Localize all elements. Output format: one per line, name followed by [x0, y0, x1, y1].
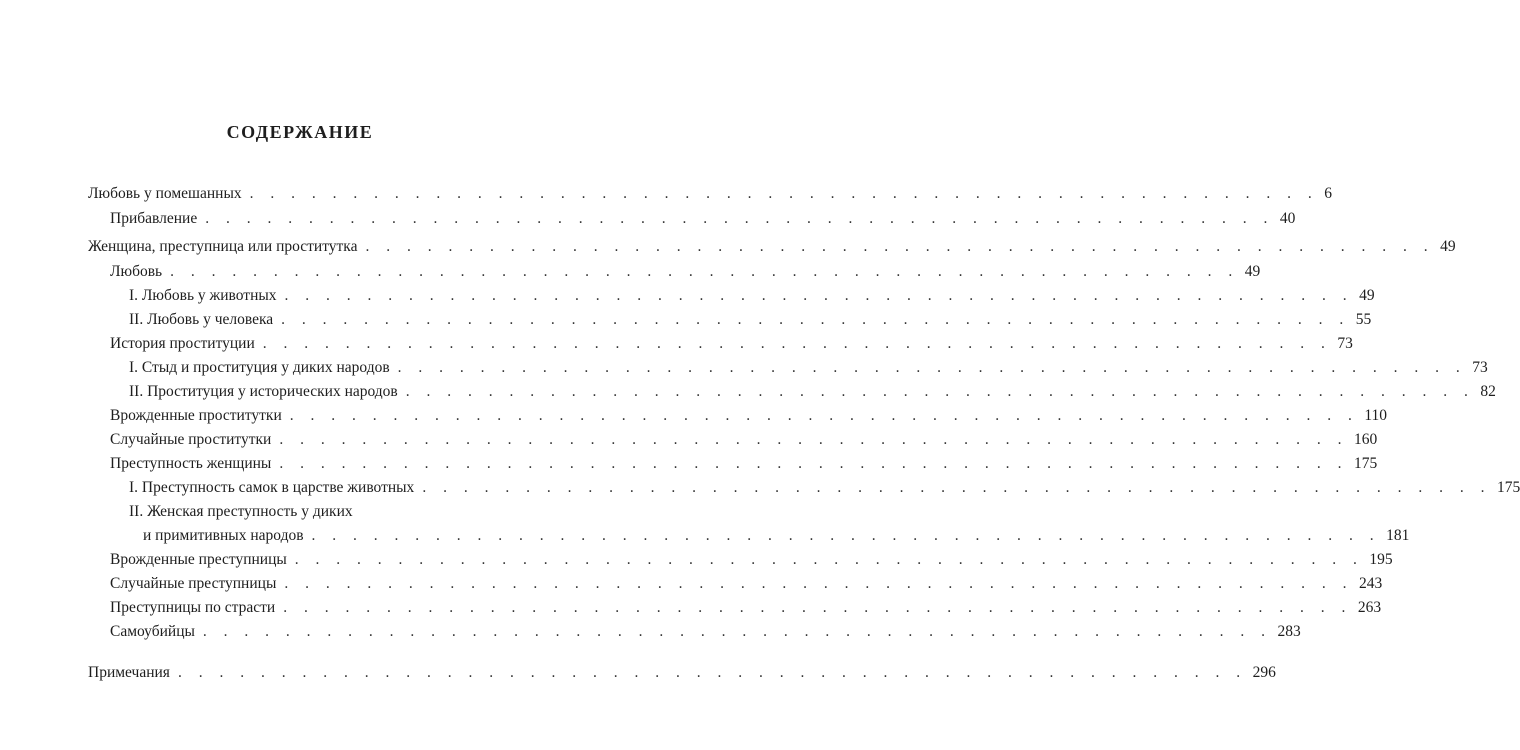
toc-entry: [88, 664, 1276, 686]
toc-page-number: 175: [1496, 479, 1520, 496]
toc-entry-label: Любовь у помешанных: [88, 185, 242, 202]
toc-entry: [110, 551, 1393, 573]
toc-entry: [129, 383, 1496, 405]
toc-entry-label: Прибавление: [110, 210, 198, 227]
toc-entry: [129, 311, 1372, 333]
toc-entry: [143, 527, 1410, 549]
toc-entry: [110, 407, 1388, 429]
toc-entry: [110, 263, 1261, 285]
toc-entry-label: Случайные проститутки: [110, 431, 272, 448]
toc-page-number: 110: [1364, 407, 1388, 424]
page-title: СОДЕРЖАНИЕ: [226, 122, 374, 142]
dot-leader: . . . . . . . . . . . . . . . . . . . . . . . . . . . . . . . . . . . . . . . . . . . . . . . . . . . .: [284, 287, 1354, 304]
toc-entry-label: Преступность женщины: [110, 455, 272, 472]
dot-leader: . . . . . . . . . . . . . . . . . . . . . . . . . . . . . . . . . . . . . . . . . . . . . . . . . . . .: [205, 210, 1274, 227]
dot-leader: . . . . . . . . . . . . . . . . . . . . . . . . . . . . . . . . . . . . . . . . . . . . . . . . . . . .: [289, 407, 1359, 424]
toc-entry-label: Преступницы по страсти: [110, 599, 276, 616]
toc-page-number: 73: [1472, 359, 1488, 376]
toc-page-number: 49: [1244, 263, 1261, 280]
toc-page-number: 243: [1359, 575, 1383, 592]
dot-leader: . . . . . . . . . . . . . . . . . . . . . . . . . . . . . . . . . . . . . . . . . . . . . . . . . . . .: [202, 623, 1272, 640]
toc-page-number: 55: [1355, 311, 1372, 328]
dot-leader: . . . . . . . . . . . . . . . . . . . . . . . . . . . . . . . . . . . . . . . . . . . . . . . . . . . .: [249, 185, 1319, 202]
toc-entry-label-wrapped: II. Женская преступность у диких: [129, 503, 353, 520]
dot-leader: . . . . . . . . . . . . . . . . . . . . . . . . . . . . . . . . . . . . . . . . . . . . . . . . . . . .: [294, 551, 1364, 568]
dot-leader: . . . . . . . . . . . . . . . . . . . . . . . . . . . . . . . . . . . . . . . . . . . . . . . . . . . .: [397, 359, 1467, 376]
toc-entry: [88, 185, 1332, 207]
toc-entry: [110, 210, 1296, 232]
toc-entry-label: и примитивных народов: [143, 527, 304, 544]
toc-page-number: 49: [1440, 238, 1456, 255]
toc-entry: [110, 599, 1382, 621]
dot-leader: . . . . . . . . . . . . . . . . . . . . . . . . . . . . . . . . . . . . . . . . . . . . . . . . . . . .: [279, 455, 1348, 472]
dot-leader: . . . . . . . . . . . . . . . . . . . . . . . . . . . . . . . . . . . . . . . . . . . . . . . . . . . .: [279, 431, 1348, 448]
toc-entry-label: II. Проституция у исторических народов: [129, 383, 398, 400]
toc-entry-label: История проституции: [110, 335, 255, 352]
toc-entry-label: I. Преступность самок в царстве животных: [129, 479, 415, 496]
dot-leader: . . . . . . . . . . . . . . . . . . . . . . . . . . . . . . . . . . . . . . . . . . . . . . . . . . . .: [262, 335, 1332, 352]
toc-page-number: 6: [1324, 185, 1332, 202]
toc-entry: [110, 623, 1301, 645]
toc-entry-label: Женщина, преступница или проститутка: [88, 238, 358, 255]
dot-leader: . . . . . . . . . . . . . . . . . . . . . . . . . . . . . . . . . . . . . . . . . . . . . . . . . . . .: [405, 383, 1475, 400]
toc-entry-label: Самоубийцы: [110, 623, 195, 640]
toc-page-number: 73: [1337, 335, 1353, 352]
toc-entry-label: I. Стыд и проституция у диких народов: [129, 359, 390, 376]
toc-entry-label: Врожденные проститутки: [110, 407, 282, 424]
toc-page-number: 40: [1279, 210, 1296, 227]
toc-entry-label: I. Любовь у животных: [129, 287, 277, 304]
toc-entry-label: Случайные преступницы: [110, 575, 277, 592]
toc-page-number: 195: [1369, 551, 1393, 568]
toc-page-number: 296: [1252, 664, 1276, 681]
toc-page-number: 82: [1480, 383, 1496, 400]
dot-leader: . . . . . . . . . . . . . . . . . . . . . . . . . . . . . . . . . . . . . . . . . . . . . . . . . . . .: [177, 664, 1247, 681]
toc-page-number: 283: [1277, 623, 1301, 640]
toc-entry-label: II. Любовь у человека: [129, 311, 274, 328]
toc-page-number: 175: [1353, 455, 1378, 472]
dot-leader: . . . . . . . . . . . . . . . . . . . . . . . . . . . . . . . . . . . . . . . . . . . . . . . . . . . .: [311, 527, 1381, 544]
toc-entry: [129, 359, 1488, 381]
toc-page-number: 181: [1386, 527, 1410, 544]
toc-entry-label: Врожденные преступницы: [110, 551, 287, 568]
toc-entry: [110, 455, 1378, 477]
toc-entry: [129, 479, 1520, 501]
toc-entry: [110, 575, 1383, 597]
toc-entry: [88, 238, 1456, 260]
toc-page-number: 263: [1357, 599, 1382, 616]
dot-leader: . . . . . . . . . . . . . . . . . . . . . . . . . . . . . . . . . . . . . . . . . . . . . . . . . . . .: [170, 263, 1239, 280]
dot-leader: . . . . . . . . . . . . . . . . . . . . . . . . . . . . . . . . . . . . . . . . . . . . . . . . . . . .: [281, 311, 1350, 328]
toc-entry: [110, 335, 1353, 357]
dot-leader: . . . . . . . . . . . . . . . . . . . . . . . . . . . . . . . . . . . . . . . . . . . . . . . . . . . .: [284, 575, 1353, 592]
toc-entry: [129, 287, 1375, 309]
toc-page-number: 160: [1353, 431, 1378, 448]
dot-leader: . . . . . . . . . . . . . . . . . . . . . . . . . . . . . . . . . . . . . . . . . . . . . . . . . . . .: [283, 599, 1352, 616]
dot-leader: . . . . . . . . . . . . . . . . . . . . . . . . . . . . . . . . . . . . . . . . . . . . . . . . . . . .: [422, 479, 1491, 496]
toc-entry: [110, 431, 1378, 453]
toc-entry-label: Примечания: [88, 664, 170, 681]
dot-leader: . . . . . . . . . . . . . . . . . . . . . . . . . . . . . . . . . . . . . . . . . . . . . . . . . . . .: [365, 238, 1435, 255]
toc-entry-label: Любовь: [110, 263, 163, 280]
toc-page-number: 49: [1359, 287, 1375, 304]
